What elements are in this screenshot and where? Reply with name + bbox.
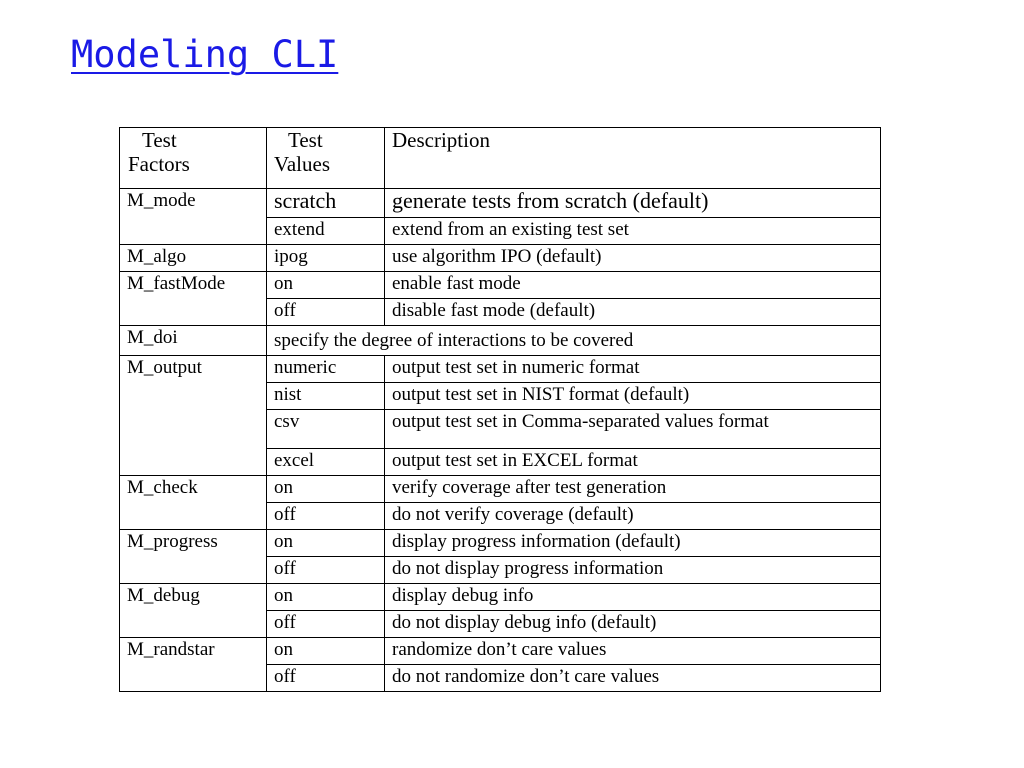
factor-cell: M_progress: [120, 530, 267, 584]
table-row: [120, 272, 881, 299]
description-cell: verify coverage after test generation: [385, 476, 881, 503]
description-cell: output test set in NIST format (default): [385, 383, 881, 410]
description-cell: use algorithm IPO (default): [385, 245, 881, 272]
description-cell: display debug info: [385, 584, 881, 611]
table-header-row: [120, 128, 881, 189]
table-row: [120, 584, 881, 611]
description-cell: display progress information (default): [385, 530, 881, 557]
table-row: [120, 356, 881, 383]
header-test-values-line1: Test: [288, 128, 323, 152]
header-test-factors-line2: Factors: [128, 152, 190, 176]
description-cell: output test set in numeric format: [385, 356, 881, 383]
header-description: Description: [385, 128, 881, 189]
value-cell: on: [267, 638, 385, 665]
description-cell: generate tests from scratch (default): [385, 189, 881, 218]
factor-cell: M_randstar: [120, 638, 267, 692]
factor-cell: M_fastMode: [120, 272, 267, 326]
value-cell: on: [267, 530, 385, 557]
cli-factors-table: [119, 127, 881, 692]
value-cell: csv: [267, 410, 385, 449]
factor-cell: M_debug: [120, 584, 267, 638]
header-test-values: [267, 128, 385, 189]
description-cell: output test set in EXCEL format: [385, 449, 881, 476]
description-cell: disable fast mode (default): [385, 299, 881, 326]
value-cell: on: [267, 476, 385, 503]
header-test-values-line2: Values: [274, 152, 330, 176]
description-cell: do not randomize don’t care values: [385, 665, 881, 692]
factor-cell: M_mode: [120, 189, 267, 245]
description-cell: extend from an existing test set: [385, 218, 881, 245]
description-cell: do not display progress information: [385, 557, 881, 584]
header-test-factors-line1: Test: [142, 128, 177, 152]
table-row: [120, 326, 881, 356]
table-row: [120, 638, 881, 665]
slide-title: Modeling CLI: [71, 33, 339, 76]
table-row: [120, 476, 881, 503]
description-cell: enable fast mode: [385, 272, 881, 299]
table-row: [120, 530, 881, 557]
value-cell: off: [267, 611, 385, 638]
factor-cell: M_doi: [120, 326, 267, 356]
value-cell: off: [267, 299, 385, 326]
description-cell: output test set in Comma-separated values format: [385, 410, 881, 449]
merged-description-cell: specify the degree of interactions to be covered: [267, 326, 881, 356]
value-cell: on: [267, 584, 385, 611]
factor-cell: M_check: [120, 476, 267, 530]
description-cell: randomize don’t care values: [385, 638, 881, 665]
value-cell: scratch: [267, 189, 385, 218]
description-cell: do not verify coverage (default): [385, 503, 881, 530]
value-cell: ipog: [267, 245, 385, 272]
value-cell: off: [267, 503, 385, 530]
value-cell: numeric: [267, 356, 385, 383]
factor-cell: M_output: [120, 356, 267, 476]
value-cell: excel: [267, 449, 385, 476]
header-test-factors: [120, 128, 267, 189]
factor-cell: M_algo: [120, 245, 267, 272]
value-cell: extend: [267, 218, 385, 245]
value-cell: on: [267, 272, 385, 299]
table-row: [120, 245, 881, 272]
description-cell: do not display debug info (default): [385, 611, 881, 638]
value-cell: off: [267, 665, 385, 692]
table-row: [120, 189, 881, 218]
value-cell: off: [267, 557, 385, 584]
value-cell: nist: [267, 383, 385, 410]
